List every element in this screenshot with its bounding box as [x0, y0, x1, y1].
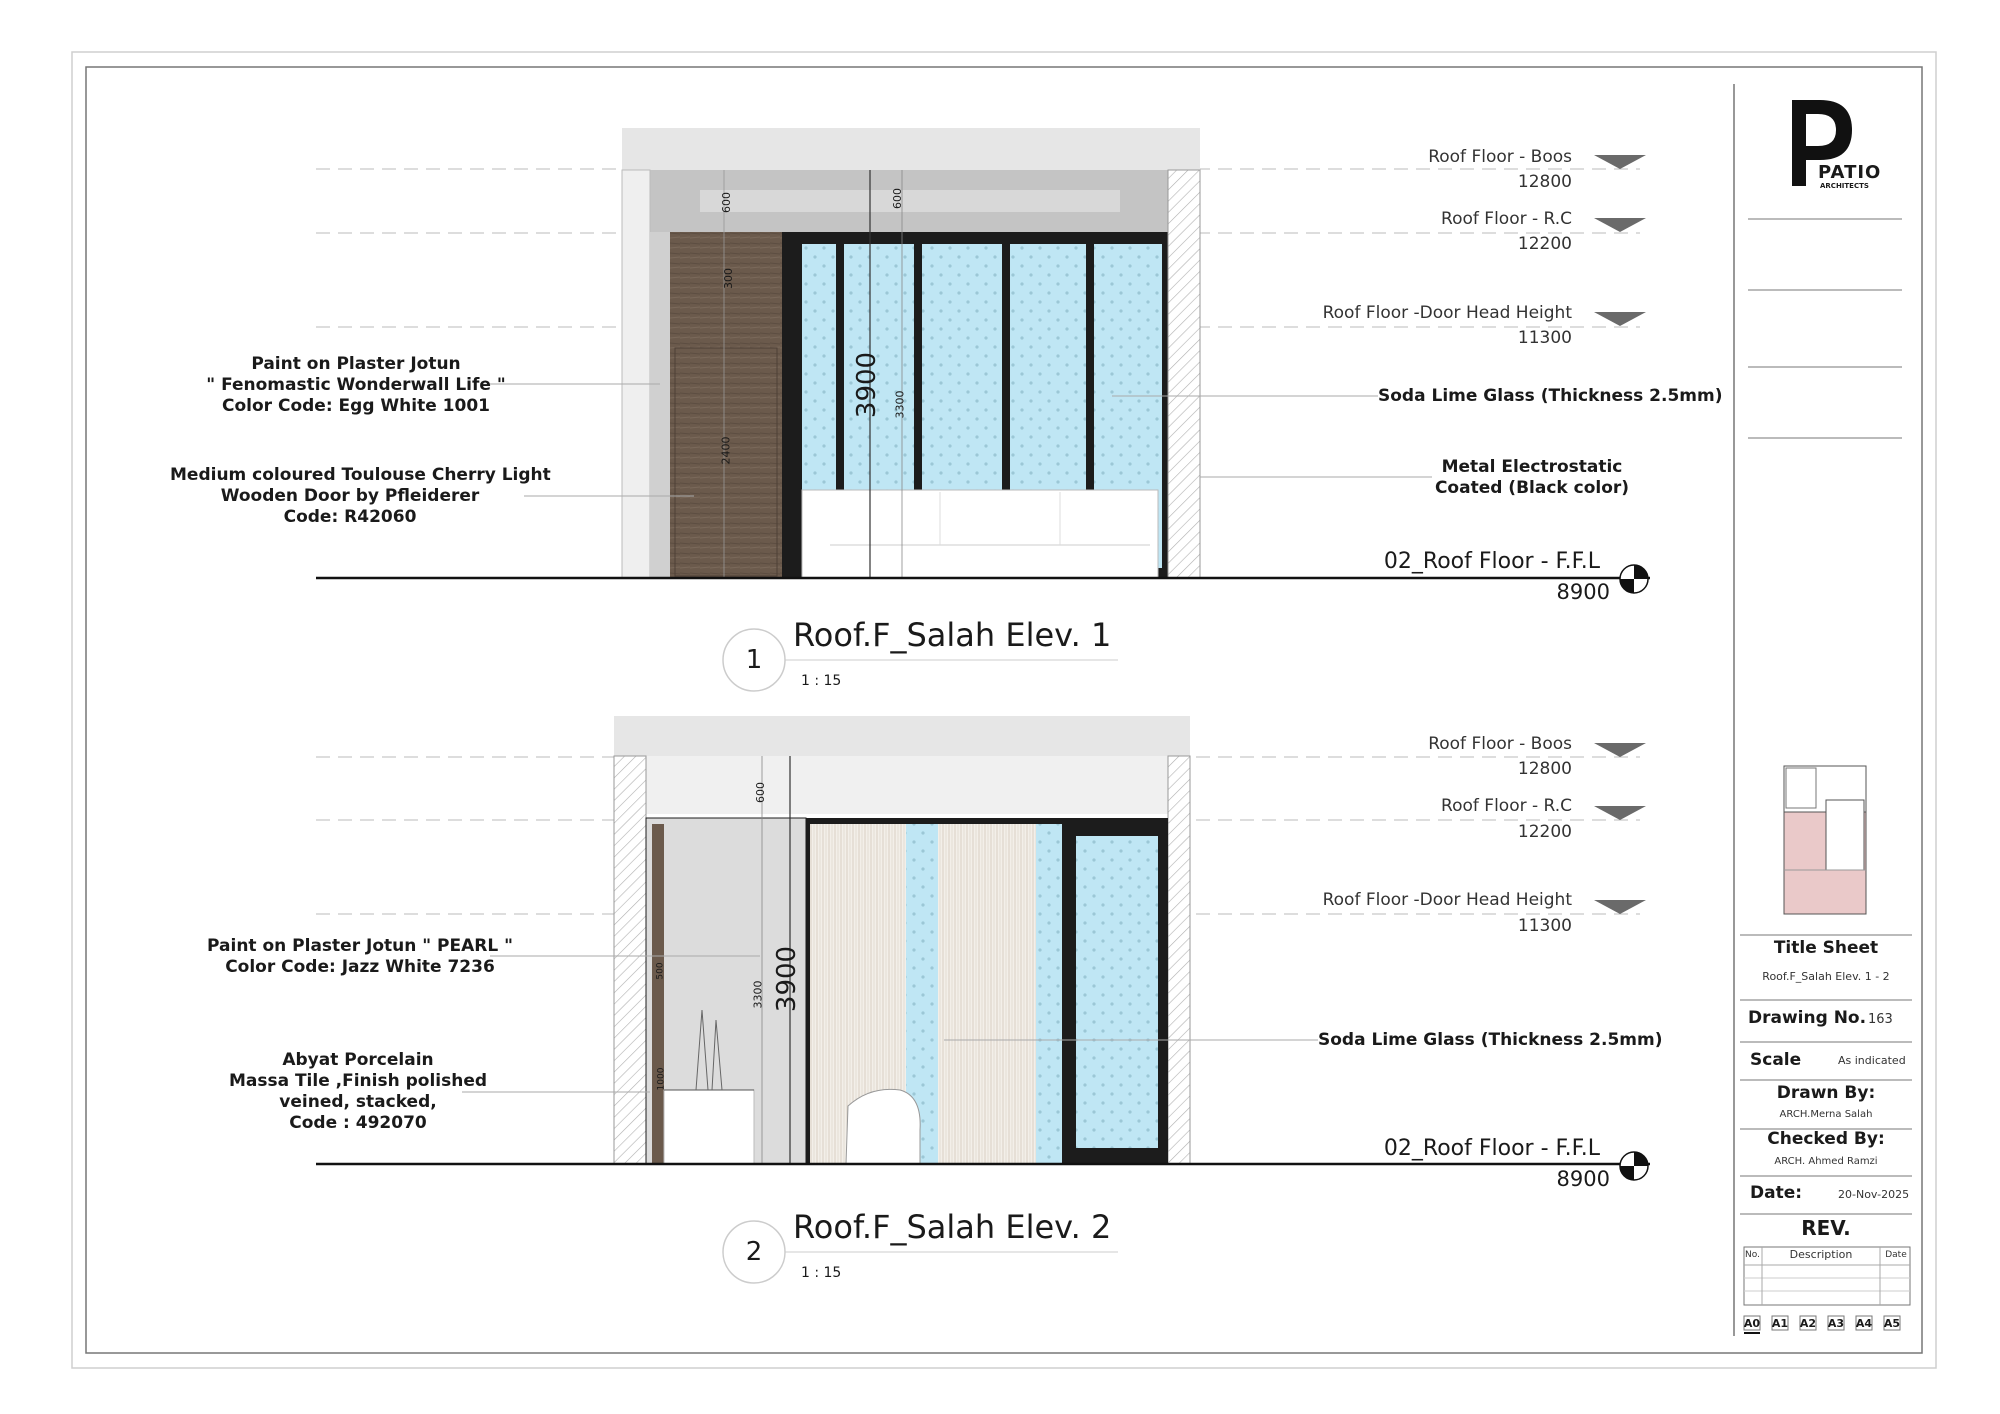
- paper-size-a1[interactable]: A1: [1771, 1317, 1789, 1330]
- drawing-no-value: 163: [1868, 1012, 1893, 1027]
- elev1-dim-300: 300: [722, 268, 735, 289]
- elev2-view-title: Roof.F_Salah Elev. 2: [793, 1208, 1112, 1246]
- paper-size-a5[interactable]: A5: [1883, 1317, 1901, 1330]
- sheet-name: Title Sheet: [1773, 938, 1879, 958]
- rev-header-no: No.: [1745, 1250, 1760, 1260]
- key-plan: [1784, 766, 1866, 914]
- elev1-dim-600a: 600: [720, 192, 733, 213]
- drawing-no-label: Drawing No.: [1748, 1008, 1867, 1028]
- elev2-level-rc-value: 12200: [1517, 822, 1572, 842]
- elev1-level-doorhead-name: Roof Floor -Door Head Height: [1322, 303, 1572, 323]
- paper-size-a3[interactable]: A3: [1827, 1317, 1845, 1330]
- elev2-view-scale: 1 : 15: [801, 1265, 842, 1281]
- elev1-ffl-name: 02_Roof Floor - F.F.L: [1383, 549, 1600, 574]
- elev1-level-boos-name: Roof Floor - Boos: [1428, 147, 1572, 167]
- elev1-ffl-value: 8900: [1556, 580, 1610, 604]
- logo-subtext: ARCHITECTS: [1820, 182, 1869, 190]
- elev2-view-number: 2: [745, 1237, 763, 1267]
- elev1-view-number: 1: [745, 645, 763, 675]
- elev2-level-boos-name: Roof Floor - Boos: [1428, 734, 1572, 754]
- rev-label: REV.: [1801, 1216, 1851, 1240]
- elev1-level-doorhead-value: 11300: [1517, 328, 1572, 348]
- elev2-dim-3900: 3900: [772, 945, 803, 1013]
- elev2-ffl-value: 8900: [1556, 1167, 1610, 1191]
- elev1-level-rc-value: 12200: [1517, 234, 1572, 254]
- elev2-note-paint: Paint on Plaster Jotun " PEARL " Color Code: Jazz White 7236: [207, 936, 513, 977]
- elev2-level-boos-value: 12800: [1517, 759, 1572, 779]
- elev2-dim-500: 500: [655, 962, 666, 980]
- rev-header-date: Date: [1885, 1250, 1907, 1260]
- checked-by-label: Checked By:: [1767, 1129, 1885, 1149]
- elev1-note-metal: Metal Electrostatic Coated (Black color): [1434, 457, 1630, 498]
- elev2-note-tile: Abyat Porcelain Massa Tile ,Finish polished veined, stacked, Code : 492070: [228, 1050, 488, 1133]
- elev2-ffl-name: 02_Roof Floor - F.F.L: [1383, 1136, 1600, 1161]
- elev2-level-doorhead-name: Roof Floor -Door Head Height: [1322, 890, 1572, 910]
- elev1-dim-3900: 3900: [852, 351, 883, 419]
- elev2-note-glass: Soda Lime Glass (Thickness 2.5mm): [1318, 1030, 1663, 1050]
- elev1-view-scale: 1 : 15: [801, 673, 842, 689]
- elev2-level-rc-name: Roof Floor - R.C: [1441, 796, 1572, 816]
- elev1-view-title: Roof.F_Salah Elev. 1: [793, 616, 1112, 654]
- scale-value: As indicated: [1838, 1054, 1906, 1067]
- scale-label: Scale: [1750, 1050, 1802, 1070]
- elev1-note-paint: Paint on Plaster Jotun " Fenomastic Wonderwall Life " Color Code: Egg White 1001: [206, 354, 506, 416]
- elev2-level-doorhead-value: 11300: [1517, 916, 1572, 936]
- elev2-dim-600: 600: [754, 782, 767, 803]
- elev1-dim-600b: 600: [891, 188, 904, 209]
- elev2-dim-3300: 3300: [751, 980, 765, 1009]
- elev1-dim-2400: 2400: [719, 436, 733, 465]
- elev1-note-door: Medium coloured Toulouse Cherry Light Wooden Door by Pfleiderer Code: R42060: [170, 465, 551, 527]
- checked-by-value: ARCH. Ahmed Ramzi: [1774, 1156, 1878, 1167]
- date-label: Date:: [1750, 1183, 1803, 1203]
- paper-size-a2[interactable]: A2: [1799, 1317, 1817, 1330]
- elev1-level-boos-value: 12800: [1517, 172, 1572, 192]
- sofa: [802, 490, 1158, 578]
- sheet-views: Roof.F_Salah Elev. 1 - 2: [1762, 970, 1890, 983]
- elev1-level-rc-name: Roof Floor - R.C: [1441, 209, 1572, 229]
- armchair: [846, 1089, 920, 1164]
- logo-text: PATIO: [1818, 162, 1882, 183]
- drawn-by-label: Drawn By:: [1776, 1083, 1876, 1103]
- paper-size-a0[interactable]: A0: [1743, 1317, 1761, 1330]
- elev1-dim-3300: 3300: [893, 390, 907, 419]
- elev2-dim-1000: 1000: [656, 1067, 667, 1091]
- drawn-by-value: ARCH.Merna Salah: [1779, 1109, 1873, 1120]
- elev1-note-glass: Soda Lime Glass (Thickness 2.5mm): [1378, 386, 1723, 406]
- date-value: 20-Nov-2025: [1838, 1188, 1910, 1201]
- paper-size-a4[interactable]: A4: [1855, 1317, 1873, 1330]
- rev-header-description: Description: [1789, 1248, 1853, 1261]
